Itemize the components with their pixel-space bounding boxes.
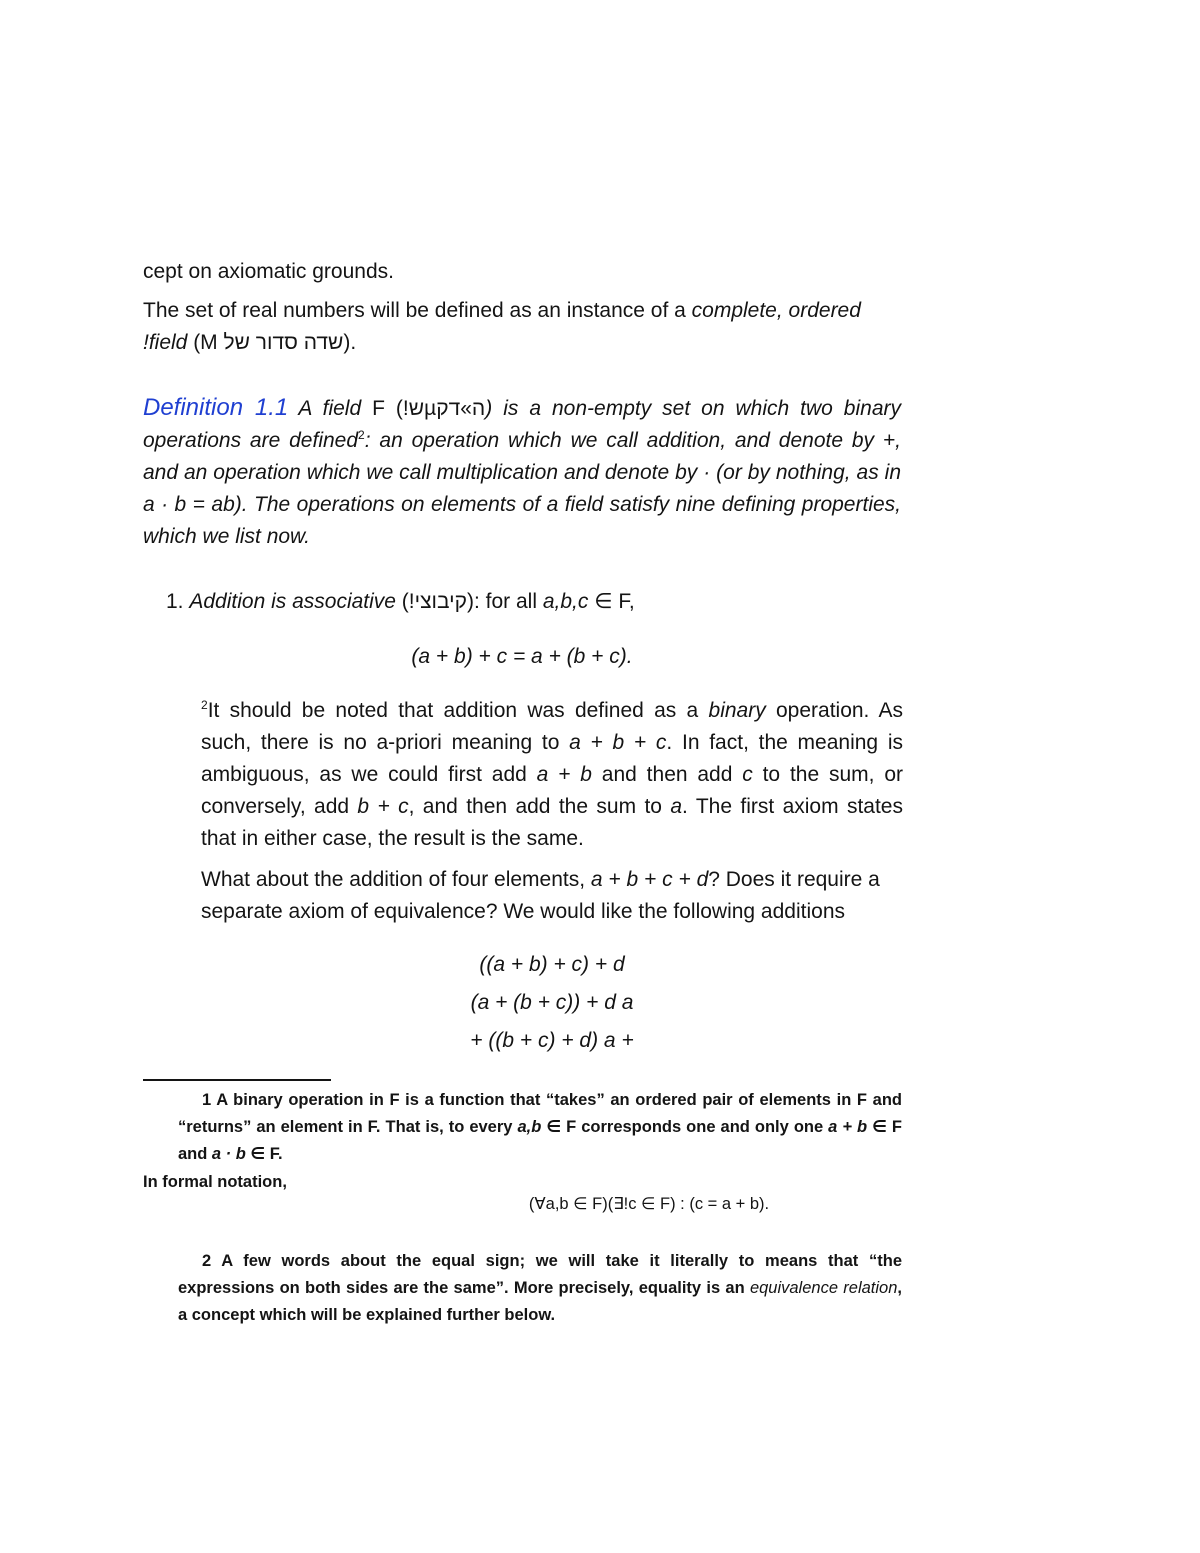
hebrew-term: ה»דקµש <box>408 397 486 420</box>
question-math: a + b + c + d <box>590 868 709 891</box>
note-text: . The first axiom states that in either case, the result is the same. <box>201 795 903 850</box>
axiom-paren: (! <box>395 590 415 613</box>
footnote-2 <box>178 1248 902 1329</box>
footnote-math: a,b <box>517 1118 542 1136</box>
intro-paren-open: (M <box>187 331 224 354</box>
note-text: operation. As such, there is no a-priori meaning to <box>201 699 904 754</box>
footnote-separator <box>143 1079 331 1081</box>
footnote-math: a · b <box>211 1145 246 1163</box>
footnote-text: 1 A binary operation in F is a function that “takes” an ordered pair of elements in F and “returns” an element in F. That is, to every <box>178 1091 902 1136</box>
footnote-emphasis: equivalence relation <box>749 1279 898 1297</box>
intro-paren-close: ). <box>343 331 357 354</box>
footnote-marker: 2 <box>201 698 208 712</box>
axiom-name: Addition is associative <box>189 590 396 613</box>
note-math: a + b <box>536 763 592 786</box>
hebrew-term: שדה סדור של <box>223 331 344 354</box>
intro-emphasis: complete, ordered <box>691 299 861 322</box>
intro-text: The set of real numbers will be defined as an instance of a <box>143 299 692 322</box>
question-text: ? Does it require a separate axiom of equivalence? We would like the following additions <box>201 868 880 923</box>
intro-field-word: !field <box>143 331 188 354</box>
formal-notation-label: In formal notation, <box>143 1173 287 1191</box>
footnote-text: 2 A few words about the equal sign; we will take it literally to means that “the expressions on both sides are the same”. More precisely, equality is an <box>178 1252 902 1297</box>
footnote-math: a + b <box>828 1118 868 1136</box>
equation-3: + ((b + c) + d) a + <box>470 1029 634 1052</box>
axiom-set: ∈ F, <box>588 590 635 613</box>
intro-paragraph <box>143 295 903 359</box>
definition-text: : an operation which we call addition, and denote by +, and an operation which we call multiplication and denote by · (or by nothing, as in a · b = ab). The operations on elements of a field satisfy nine defining properties, which we list now. <box>143 429 901 548</box>
four-elements-question <box>201 864 911 928</box>
definition-text: A field <box>288 397 373 420</box>
note-math: c <box>742 763 753 786</box>
definition-text: ) is a non-empty set on which two binary operations are defined <box>143 397 901 452</box>
footnote-1 <box>178 1087 902 1168</box>
question-text: What about the addition of four elements, <box>201 868 591 891</box>
note-math: b + c <box>357 795 409 818</box>
note-emphasis: binary <box>708 699 766 722</box>
definition-label: Definition 1.1 <box>143 394 289 421</box>
note-text: It should be noted that addition was defined as a <box>207 699 709 722</box>
footnote-text: , a concept which will be explained further below. <box>178 1279 902 1324</box>
axiom-1 <box>166 586 635 618</box>
note-text: and then add <box>591 763 743 786</box>
note-math: a + b + c <box>569 731 667 754</box>
footnote-marker: 2 <box>358 428 365 442</box>
field-symbol: F <box>372 397 385 420</box>
axiom-number: 1. <box>166 590 184 613</box>
footnote-text: ∈ F and <box>178 1118 902 1163</box>
note-text: . In fact, the meaning is ambiguous, as we could first add <box>201 731 904 786</box>
note-math: a <box>670 795 683 818</box>
definition-paren: (! <box>384 397 409 420</box>
footnote-text: ∈ F corresponds one and only one <box>541 1118 829 1136</box>
intro-line-1: cept on axiomatic grounds. <box>143 260 394 283</box>
note-text: , and then add the sum to <box>408 795 671 818</box>
associativity-note <box>201 695 903 855</box>
associativity-equation: (a + b) + c = a + (b + c). <box>411 645 633 668</box>
note-text: to the sum, or conversely, add <box>201 763 903 818</box>
footnote-text: ∈ F. <box>245 1145 283 1163</box>
definition-block <box>143 392 901 553</box>
formal-notation: (∀a,b ∈ F)(∃!c ∈ F) : (c = a + b). <box>528 1195 770 1213</box>
equation-2: (a + (b + c)) + d a <box>470 991 634 1014</box>
hebrew-term: קיבוצי <box>414 590 467 613</box>
equation-1: ((a + b) + c) + d <box>479 953 625 976</box>
axiom-vars: a,b,c <box>542 590 589 613</box>
axiom-text: ): for all <box>466 590 543 613</box>
